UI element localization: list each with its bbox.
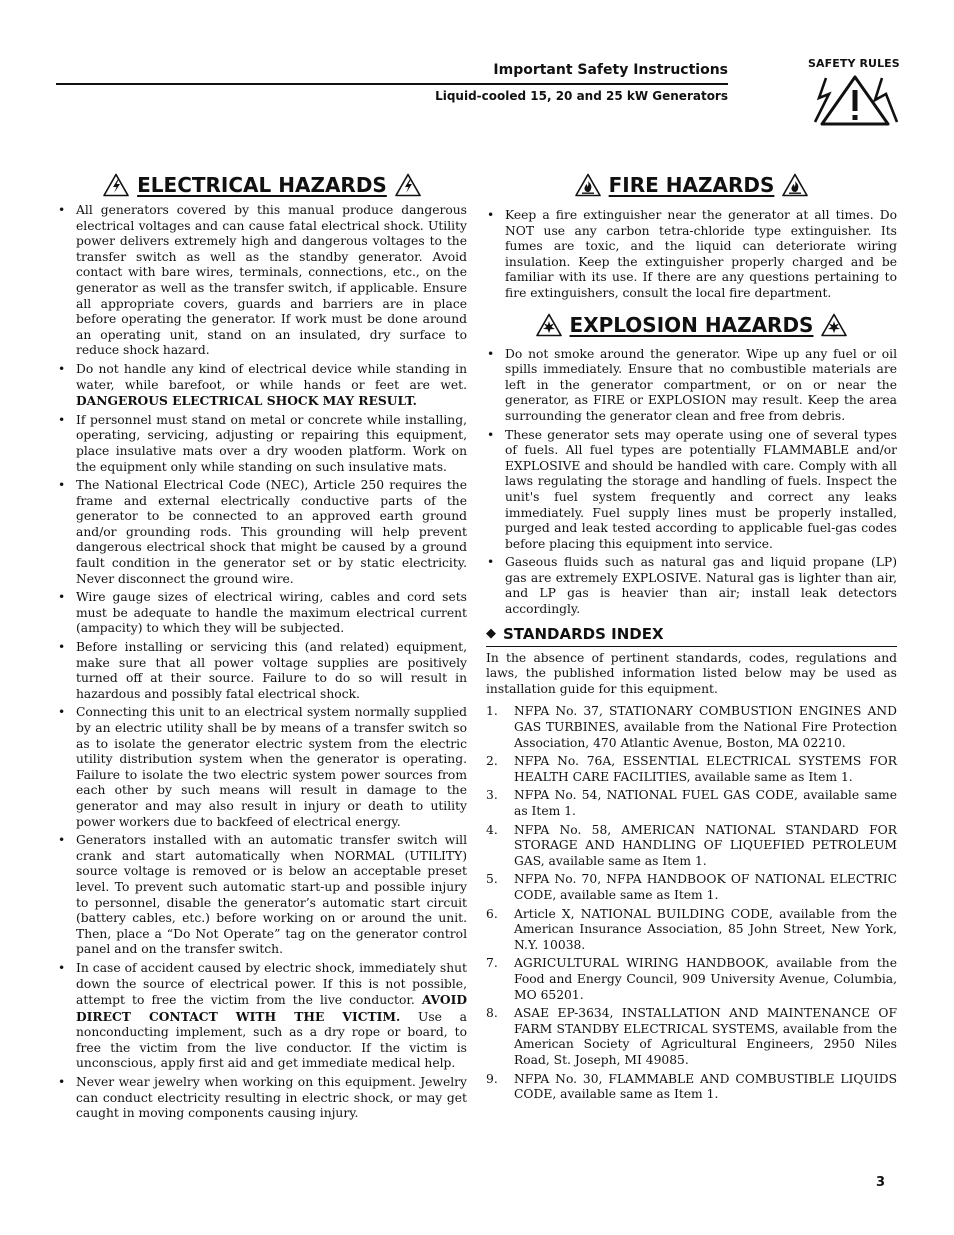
- list-item: • These generator sets may operate using one of several types of fuels. All fuel types are potentially FLAMMABLE and/or EXPLOSIVE and should be handled with care. Comply with all laws regulating the storage and handling of fuels. Inspect the unit's fuel system frequently and correct any leaks immediately. Fuel supply lines must be properly installed, purged and leak tested according to applicable fuel-gas codes before placing this equipment into service.: [486, 428, 897, 553]
- list-item: 5. NFPA No. 70, NFPA HANDBOOK OF NATIONAL ELECTRIC CODE, available same as Item 1.: [486, 872, 897, 902]
- electrical-hazards-title: ELECTRICAL HAZARDS: [137, 173, 387, 197]
- list-item: • In case of accident caused by electric shock, immediately shut down the source of electrical power. If this is not possible, attempt to free the victim from the live conductor. AVOID DIRECT CONTACT WITH THE VICTIM. Use a nonconducting implement, such as a dry rope or board, to free the victim from the live conductor. If the victim is unconscious, apply first aid and get immediate medical help.: [57, 961, 467, 1072]
- electrical-hazards-heading: [57, 172, 467, 198]
- page-number: 3: [876, 1175, 886, 1190]
- electrical-hazard-icon: [395, 173, 421, 197]
- list-item: 1. NFPA No. 37, STATIONARY COMBUSTION ENGINES AND GAS TURBINES, available from the National Fire Protection Association, 470 Atlantic Avenue, Boston, MA 02210.: [486, 704, 897, 750]
- document-subtitle: Liquid-cooled 15, 20 and 25 kW Generators: [435, 89, 728, 103]
- electrical-hazard-icon: [103, 173, 129, 197]
- standards-list: [486, 704, 897, 1102]
- list-item: • Connecting this unit to an electrical system normally supplied by an electric utility shall be by means of a transfer switch so as to isolate the generator electric system from the electric utility distribution system when the generator is operating. Failure to isolate the two electric system power sources from each other by such means will result in damage to the generator and may also result in injury or death to utility power workers due to backfeed of electrical energy.: [57, 705, 467, 830]
- list-item: 3. NFPA No. 54, NATIONAL FUEL GAS CODE, available same as Item 1.: [486, 788, 897, 818]
- explosion-hazards-list: [486, 347, 897, 618]
- list-item: • Generators installed with an automatic transfer switch will crank and start automatically when NORMAL (UTILITY) source voltage is removed or is below an acceptable preset level. To prevent such automatic start-up and possible injury to personnel, disable the generator’s automatic start circuit (battery cables, etc.) before working on or around the unit. Then, place a “Do Not Operate” tag on the generator control panel and on the transfer switch.: [57, 833, 467, 958]
- explosion-hazards-heading: [486, 312, 897, 338]
- standards-index-heading: [486, 624, 897, 647]
- list-item: 4. NFPA No. 58, AMERICAN NATIONAL STANDARD FOR STORAGE AND HANDLING OF LIQUEFIED PETROLEUM GAS, available same as Item 1.: [486, 822, 897, 868]
- right-column: [486, 172, 897, 1106]
- list-item: • If personnel must stand on metal or concrete while installing, operating, servicing, adjusting or repairing this equipment, place insulative mats over a dry wooden platform. Work on the equipment only while standing on such insulative mats.: [57, 413, 467, 475]
- list-item: • All generators covered by this manual produce dangerous electrical voltages and can cause fatal electrical shock. Utility power delivers extremely high and dangerous voltages to the transfer switch as well as the standby generator. Avoid contact with bare wires, terminals, connections, etc., on the generator as well as the transfer switch, if applicable. Ensure all appropriate covers, guards and barriers are in place before operating the generator. If work must be done around an operating unit, stand on an insulated, dry surface to reduce shock hazard.: [57, 203, 467, 359]
- list-item: 8. ASAE EP-3634, INSTALLATION AND MAINTENANCE OF FARM STANDBY ELECTRICAL SYSTEMS, available from the American Society of Agricultural Engineers, 2950 Niles Road, St. Joseph, MI 49085.: [486, 1006, 897, 1067]
- list-item: 6. Article X, NATIONAL BUILDING CODE, available from the American Insurance Association, 85 John Street, New York, N.Y. 10038.: [486, 906, 897, 952]
- list-item: • Wire gauge sizes of electrical wiring, cables and cord sets must be adequate to handle the maximum electrical current (ampacity) to which they will be subjected.: [57, 590, 467, 637]
- list-item: • Do not handle any kind of electrical device while standing in water, while barefoot, or while hands or feet are wet. DANGEROUS ELECTRICAL SHOCK MAY RESULT.: [57, 362, 467, 410]
- list-item: • Gaseous fluids such as natural gas and liquid propane (LP) gas are extremely EXPLOSIVE. Natural gas is lighter than air, and LP gas is heavier than air; install leak detectors accordingly.: [486, 555, 897, 617]
- fire-hazard-icon: [575, 173, 601, 197]
- diamond-bullet-icon: ◆: [486, 625, 496, 641]
- list-item: • The National Electrical Code (NEC), Article 250 requires the frame and external electrically conductive parts of the generator to be connected to an approved earth ground and/or grounding rods. This grounding will help prevent dangerous electrical shock that might be caused by a ground fault condition in the generator set or by static electricity. Never disconnect the ground wire.: [57, 478, 467, 587]
- standards-intro: In the absence of pertinent standards, codes, regulations and laws, the published information listed below may be used as installation guide for this equipment.: [486, 650, 897, 696]
- fire-hazards-heading: [486, 172, 897, 198]
- list-item: • Keep a fire extinguisher near the generator at all times. Do NOT use any carbon tetra-chloride type extinguisher. Its fumes are toxic, and the liquid can deteriorate wiring insulation. Keep the extinguisher properly charged and be familiar with its use. If there are any questions pertaining to fire extinguishers, consult the local fire department.: [486, 208, 897, 302]
- fire-hazards-list: [486, 208, 897, 302]
- lightning-warning-icon: [812, 72, 898, 126]
- standards-index-title: STANDARDS INDEX: [503, 624, 664, 643]
- explosion-hazard-icon: [821, 313, 847, 337]
- safety-rules-label: SAFETY RULES: [808, 57, 900, 70]
- list-item: 9. NFPA No. 30, FLAMMABLE AND COMBUSTIBLE LIQUIDS CODE, available same as Item 1.: [486, 1071, 897, 1102]
- fire-hazards-title: FIRE HAZARDS: [608, 173, 775, 197]
- electrical-hazards-list: [57, 203, 467, 1122]
- list-item: • Never wear jewelry when working on this equipment. Jewelry can conduct electricity resulting in electric shock, or may get caught in moving components causing injury.: [57, 1075, 467, 1122]
- header-rule: [56, 83, 728, 85]
- list-item: 2. NFPA No. 76A, ESSENTIAL ELECTRICAL SYSTEMS FOR HEALTH CARE FACILITIES, available same as Item 1.: [486, 754, 897, 784]
- list-item: • Do not smoke around the generator. Wipe up any fuel or oil spills immediately. Ensure that no combustible materials are left in the generator compartment, or on or near the generator, as FIRE or EXPLOSION may result. Keep the area surrounding the generator clean and free from debris.: [486, 347, 897, 425]
- list-item: • Before installing or servicing this (and related) equipment, make sure that all power voltage supplies are positively turned off at their source. Failure to do so will result in hazardous and possibly fatal electrical shock.: [57, 640, 467, 702]
- explosion-hazard-icon: [536, 313, 562, 337]
- explosion-hazards-title: EXPLOSION HAZARDS: [569, 312, 814, 337]
- left-column: [57, 172, 467, 1125]
- fire-hazard-icon: [782, 173, 808, 197]
- document-title: Important Safety Instructions: [493, 62, 728, 78]
- list-item: 7. AGRICULTURAL WIRING HANDBOOK, available from the Food and Energy Council, 909 University Avenue, Columbia, MO 65201.: [486, 956, 897, 1002]
